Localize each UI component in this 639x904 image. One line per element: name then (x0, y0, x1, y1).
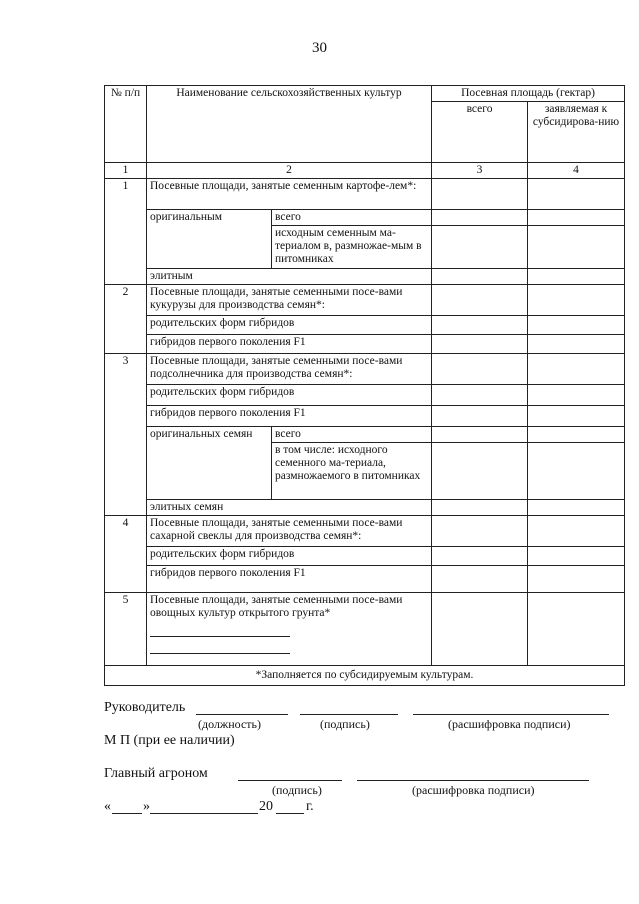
area-claimed-cell[interactable] (528, 385, 625, 406)
area-total-cell[interactable] (432, 406, 528, 427)
table-row (105, 335, 625, 354)
table-header-row (105, 86, 625, 102)
year-suffix: г. (306, 799, 314, 814)
area-claimed-cell[interactable] (528, 406, 625, 427)
row-label: в том числе: исходного семенного ма-териала, размножаемого в питомниках (272, 443, 432, 500)
area-claimed-cell[interactable] (528, 427, 625, 443)
row-number: 3 (105, 354, 147, 516)
month-line[interactable] (150, 813, 258, 814)
row-label: оригинальных семян (147, 427, 272, 500)
row-label: гибридов первого поколения F1 (147, 406, 432, 427)
area-claimed-cell[interactable] (528, 316, 625, 335)
header-area-claimed: заявляемая к субсидирова-нию (528, 102, 625, 163)
date-mid: » (143, 799, 150, 814)
area-claimed-cell[interactable] (528, 335, 625, 354)
signature-line-2[interactable] (238, 780, 342, 781)
row-title (147, 593, 432, 666)
area-total-cell[interactable] (432, 354, 528, 385)
transcript-caption: (расшифровка подписи) (448, 717, 571, 731)
day-line[interactable] (112, 813, 142, 814)
table-row (105, 516, 625, 547)
date-open: « (104, 799, 111, 814)
area-claimed-cell[interactable] (528, 593, 625, 666)
area-total-cell[interactable] (432, 316, 528, 335)
area-claimed-cell[interactable] (528, 269, 625, 285)
header-area-total: всего (432, 102, 528, 163)
area-total-cell[interactable] (432, 226, 528, 269)
area-claimed-cell[interactable] (528, 516, 625, 547)
area-total-cell[interactable] (432, 335, 528, 354)
head-label: Руководитель (104, 700, 186, 715)
crop-area-table (104, 85, 625, 686)
blank-line[interactable] (150, 624, 290, 637)
page-number: 30 (312, 40, 327, 56)
col-index: 3 (432, 163, 528, 179)
area-total-cell[interactable] (432, 593, 528, 666)
header-area: Посевная площадь (гектар) (432, 86, 625, 102)
row-label: гибридов первого поколения F1 (147, 335, 432, 354)
table-row (105, 354, 625, 385)
area-total-cell[interactable] (432, 500, 528, 516)
col-index: 1 (105, 163, 147, 179)
row-number: 1 (105, 179, 147, 285)
row-number: 2 (105, 285, 147, 354)
row-title: Посевные площади, занятые семенными посе-вами сахарной свеклы для производства семян*: (147, 516, 432, 547)
row-label: родительских форм гибридов (147, 385, 432, 406)
transcript-caption-2: (расшифровка подписи) (412, 783, 535, 797)
table-row (105, 269, 625, 285)
position-line[interactable] (196, 714, 288, 715)
signature-line[interactable] (300, 714, 398, 715)
blank-line[interactable] (150, 641, 290, 654)
year-prefix: 20 (259, 799, 273, 814)
year-line[interactable] (276, 813, 304, 814)
row-title: Посевные площади, занятые семенными посе-вами кукурузы для производства семян*: (147, 285, 432, 316)
area-claimed-cell[interactable] (528, 285, 625, 316)
row-number: 5 (105, 593, 147, 666)
table-row (105, 406, 625, 427)
area-claimed-cell[interactable] (528, 179, 625, 210)
area-total-cell[interactable] (432, 566, 528, 593)
row-label: всего (272, 427, 432, 443)
transcript-line[interactable] (413, 714, 609, 715)
header-num: № п/п (105, 86, 147, 163)
area-claimed-cell[interactable] (528, 226, 625, 269)
column-index-row (105, 163, 625, 179)
area-claimed-cell[interactable] (528, 500, 625, 516)
area-claimed-cell[interactable] (528, 566, 625, 593)
area-total-cell[interactable] (432, 516, 528, 547)
signature-caption: (подпись) (320, 717, 370, 731)
row-label: всего (272, 210, 432, 226)
area-total-cell[interactable] (432, 179, 528, 210)
table-row (105, 316, 625, 335)
row-number: 4 (105, 516, 147, 593)
area-claimed-cell[interactable] (528, 443, 625, 500)
area-total-cell[interactable] (432, 385, 528, 406)
row-label: элитным (147, 269, 432, 285)
footnote-row (105, 666, 625, 686)
agronomist-label: Главный агроном (104, 766, 208, 781)
row-label: родительских форм гибридов (147, 316, 432, 335)
row-label: родительских форм гибридов (147, 547, 432, 566)
col-index: 4 (528, 163, 625, 179)
table-row (105, 179, 625, 210)
table-row (105, 427, 625, 443)
table-row (105, 385, 625, 406)
area-total-cell[interactable] (432, 269, 528, 285)
footnote: *Заполняется по субсидируемым культурам. (105, 666, 625, 686)
row-label: исходным семенным ма-териалом в, размножае-мым в питомниках (272, 226, 432, 269)
row-title: Посевные площади, занятые семенными посе-вами подсолнечника для производства семян*: (147, 354, 432, 385)
row-label: оригинальным (147, 210, 272, 269)
area-total-cell[interactable] (432, 547, 528, 566)
header-crop-name: Наименование сельскохозяйственных культур (147, 86, 432, 163)
table-row (105, 210, 625, 226)
row-title: Посевные площади, занятые семенным картофе-лем*: (147, 179, 432, 210)
area-total-cell[interactable] (432, 285, 528, 316)
area-claimed-cell[interactable] (528, 210, 625, 226)
area-total-cell[interactable] (432, 443, 528, 500)
stamp-label: М П (при ее наличии) (104, 733, 235, 748)
row-label: гибридов первого поколения F1 (147, 566, 432, 593)
signature-caption-2: (подпись) (272, 783, 322, 797)
area-total-cell[interactable] (432, 210, 528, 226)
area-claimed-cell[interactable] (528, 354, 625, 385)
table-row (105, 500, 625, 516)
table-row (105, 593, 625, 666)
area-total-cell[interactable] (432, 427, 528, 443)
position-caption: (должность) (198, 717, 261, 731)
row-label: элитных семян (147, 500, 432, 516)
transcript-line-2[interactable] (357, 780, 589, 781)
row-title-text: Посевные площади, занятые семенными посе-вами овощных культур открытого грунта* (150, 594, 403, 619)
area-claimed-cell[interactable] (528, 547, 625, 566)
table-row (105, 566, 625, 593)
table-row (105, 547, 625, 566)
col-index: 2 (147, 163, 432, 179)
table-row (105, 285, 625, 316)
